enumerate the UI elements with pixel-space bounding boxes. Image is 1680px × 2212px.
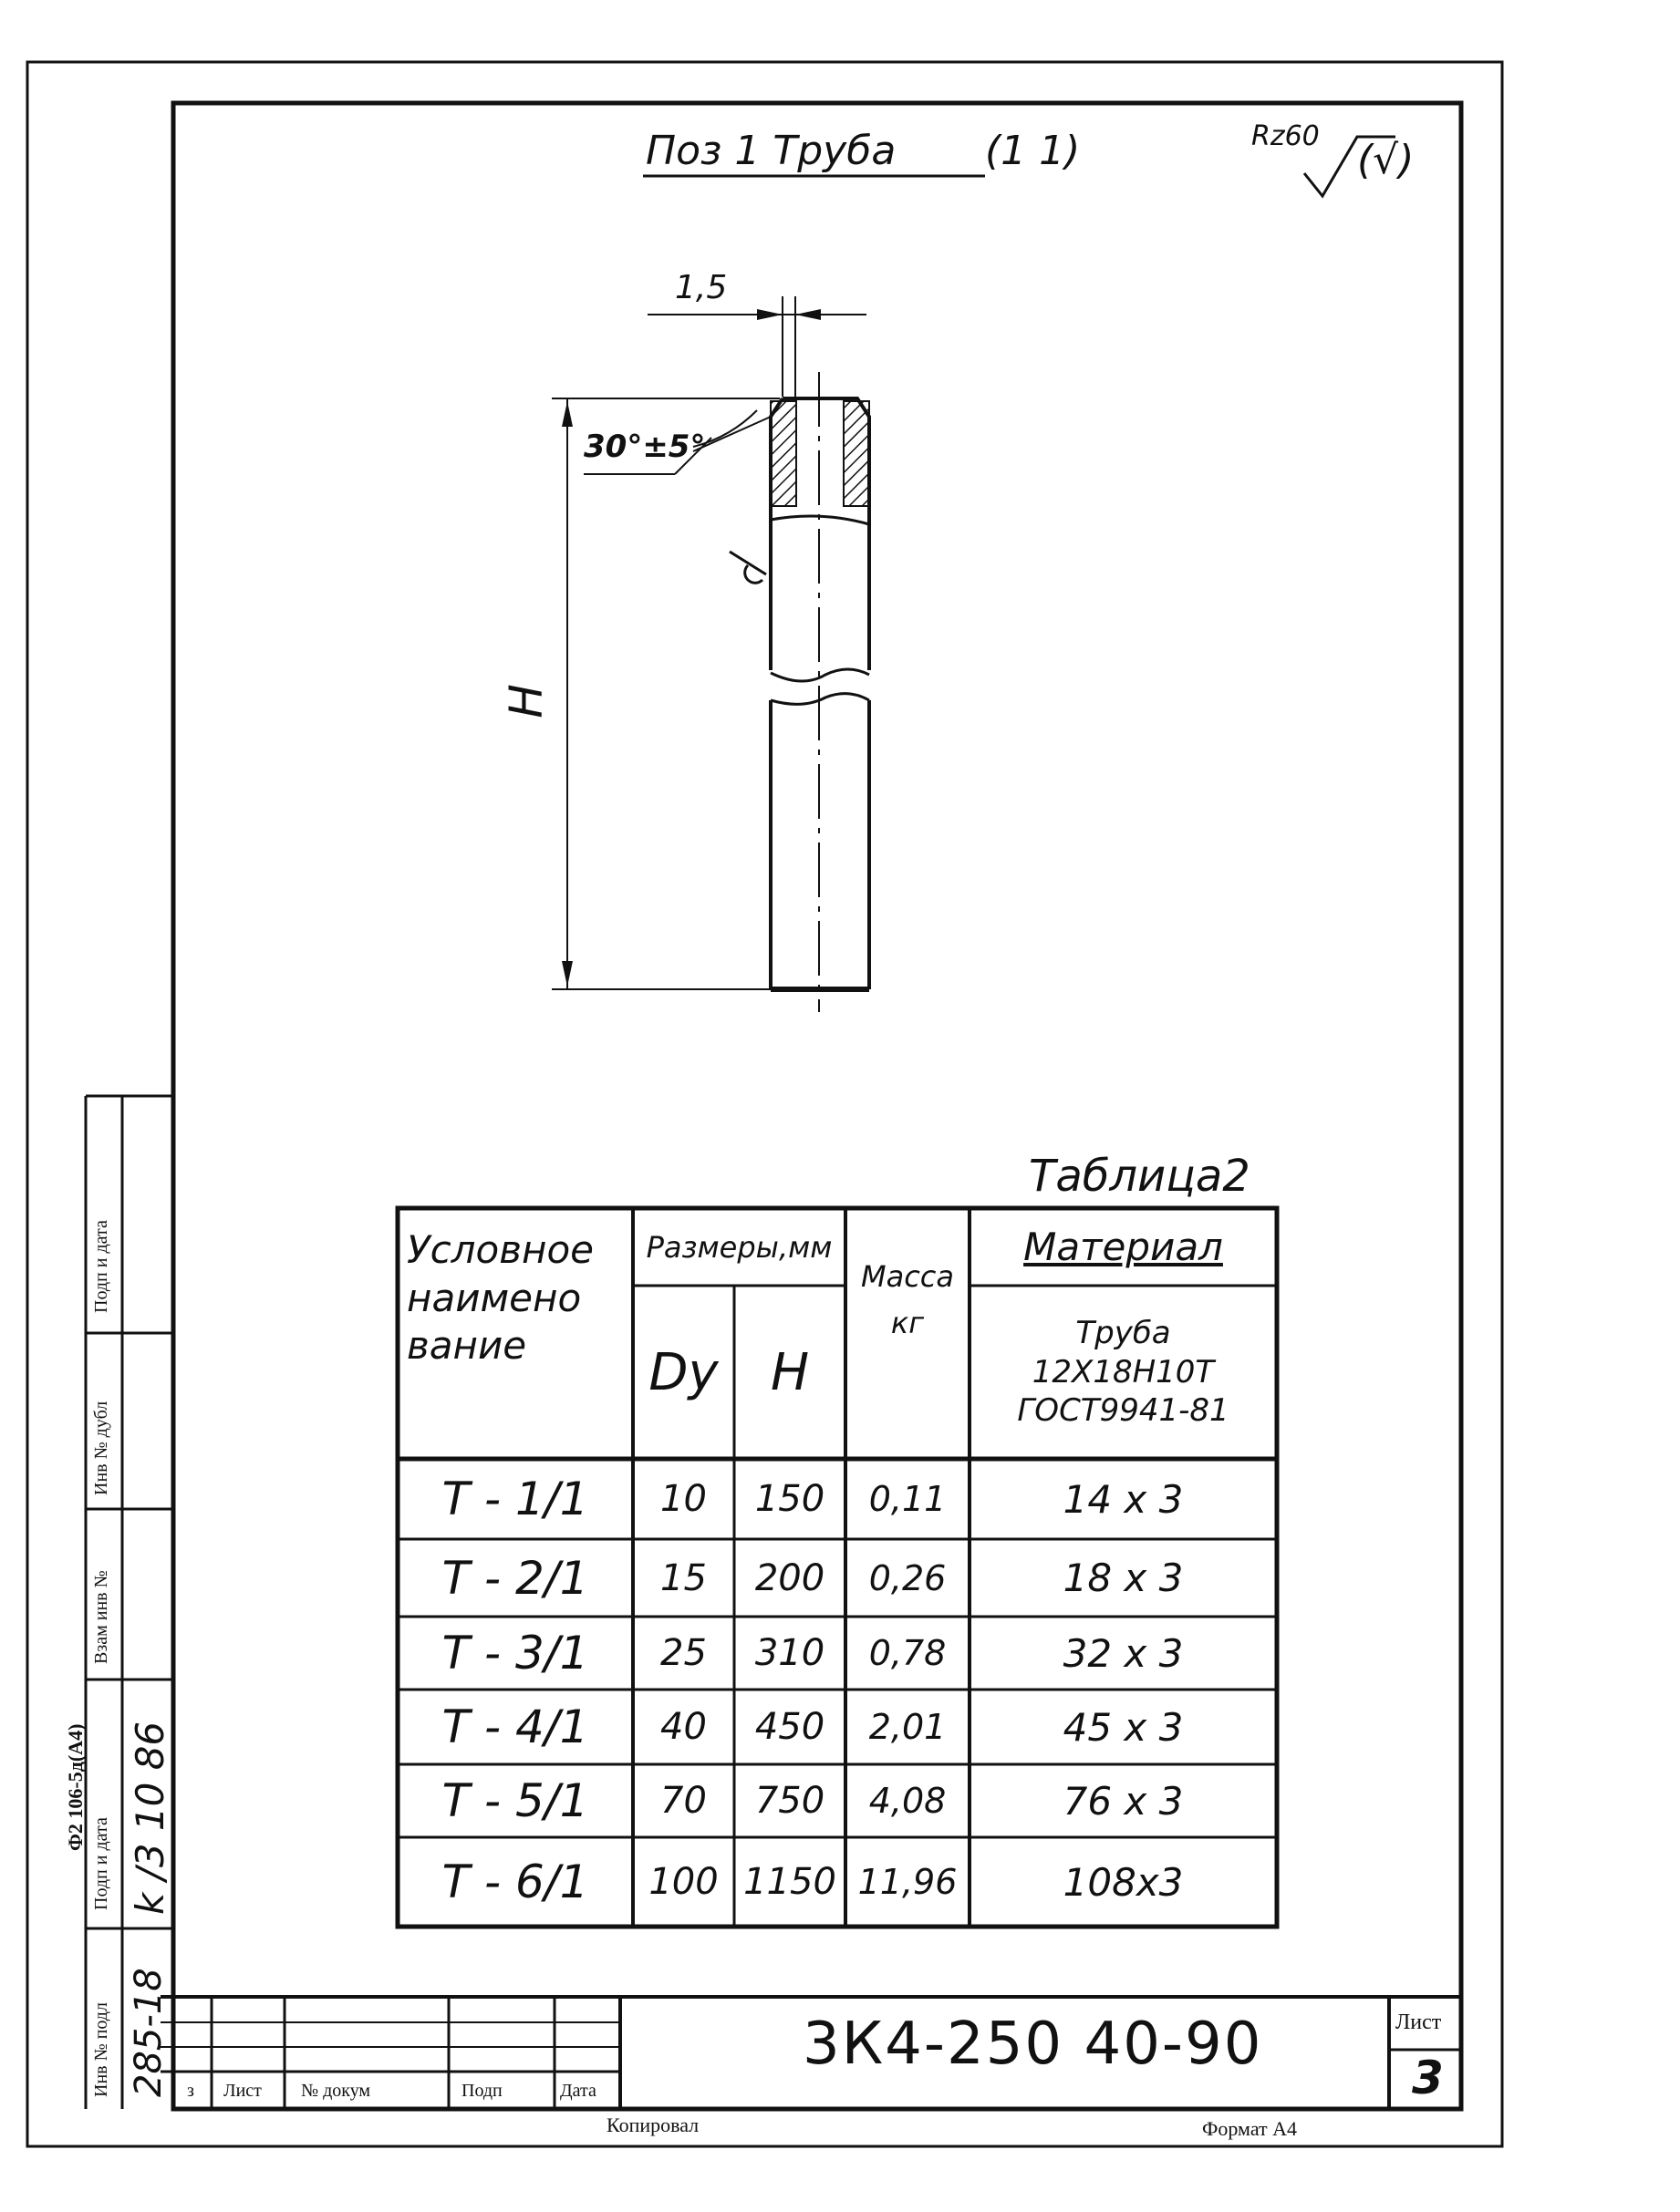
header-material-spec — [970, 1286, 1277, 1459]
handwritten-inv-number: 285-18 — [128, 1968, 170, 2097]
table-row-name: Т - 3/1 — [441, 1627, 589, 1680]
col-doc: № докум — [301, 2081, 371, 2101]
part-title-suffix: (1 1) — [985, 128, 1081, 174]
table-row-name: Т - 5/1 — [441, 1774, 589, 1827]
table-row-dy: 10 — [660, 1478, 707, 1520]
copied-label: Копировал — [607, 2114, 700, 2136]
table-row-dy: 40 — [660, 1706, 707, 1748]
table-row-dy: 25 — [660, 1632, 707, 1674]
header-sizes-text: Размеры,мм — [646, 1229, 833, 1265]
header-name — [398, 1208, 633, 1459]
table-row-h: 200 — [754, 1556, 825, 1599]
table-row-name: Т - 4/1 — [441, 1700, 589, 1753]
table-row-mass: 11,96 — [857, 1862, 958, 1902]
table-row-mass: 0,26 — [868, 1557, 947, 1598]
table-row-h: 150 — [754, 1478, 825, 1520]
label-sign-date: Подп и дата — [91, 1817, 111, 1910]
label-vzam: Взам инв № — [91, 1570, 111, 1664]
table-row-h: 450 — [754, 1706, 825, 1748]
wall-thickness-value: 1,5 — [675, 269, 728, 306]
table-row-name: Т - 2/1 — [441, 1551, 589, 1605]
table-row-h: 750 — [754, 1780, 825, 1822]
part-title: Поз 1 Труба — [646, 128, 897, 174]
header-material-spec-text: Труба 12Х18Н10Т ГОСТ9941-81 — [1017, 1315, 1229, 1430]
wall-thickness-dimension — [648, 296, 866, 397]
table-row-mass: 0,78 — [868, 1633, 947, 1673]
roughness-suffix: (√) — [1357, 137, 1415, 183]
header-sizes — [633, 1208, 845, 1286]
table-row-dy: 100 — [648, 1861, 719, 1903]
table-row-mass: 4,08 — [868, 1781, 947, 1821]
height-dimension — [552, 398, 780, 989]
table-row-name: Т - 6/1 — [441, 1855, 589, 1908]
table-caption: Таблица2 — [1029, 1151, 1250, 1202]
col-list: Лист — [223, 2081, 262, 2101]
table-row-dy: 70 — [660, 1780, 707, 1822]
label-inv-orig: Инв № подл — [91, 2002, 111, 2097]
table-row-material: 45 x 3 — [1063, 1704, 1184, 1750]
header-material-text: Материал — [1023, 1225, 1223, 1269]
header-mass — [845, 1208, 970, 1459]
header-h-text: H — [770, 1342, 810, 1402]
header-dy — [633, 1286, 734, 1459]
bevel-angle-value: 30°±5° — [584, 429, 706, 465]
table-row-material: 108x3 — [1063, 1859, 1184, 1905]
sheet-number: 3 — [1412, 2052, 1444, 2104]
label-sign-date-top: Подп и дата — [91, 1220, 111, 1313]
col-izm: з — [187, 2081, 194, 2101]
format-label: Формат А4 — [1202, 2117, 1298, 2140]
col-sign: Подп — [461, 2081, 503, 2101]
form-code: Ф2 106-5д(А4) — [64, 1723, 87, 1851]
header-dy-text: Dy — [648, 1342, 719, 1402]
table-row-mass: 2,01 — [868, 1707, 947, 1747]
header-name-text: Условное наимено вание — [407, 1227, 594, 1368]
header-material — [970, 1208, 1277, 1286]
table-row-material: 32 x 3 — [1063, 1630, 1184, 1676]
sheet-label: Лист — [1395, 2010, 1442, 2034]
table-row-material: 14 x 3 — [1063, 1476, 1184, 1522]
document-number: 3К4-250 40-90 — [803, 2010, 1263, 2078]
table-row-material: 76 x 3 — [1063, 1778, 1184, 1824]
table-row-name: Т - 1/1 — [441, 1473, 589, 1525]
table-row-material: 18 x 3 — [1063, 1556, 1184, 1600]
table-row-h: 1150 — [743, 1861, 836, 1903]
header-mass-text: Масса кг — [860, 1259, 954, 1341]
table-row-mass: 0,11 — [868, 1479, 947, 1519]
header-h — [734, 1286, 845, 1459]
handwritten-date: k /3 10 86 — [128, 1721, 172, 1915]
col-date: Дата — [560, 2081, 596, 2101]
height-value: H — [499, 684, 553, 718]
roughness-label: Rz60 — [1251, 120, 1320, 152]
weld-symbol — [730, 552, 766, 583]
table-row-h: 310 — [754, 1632, 825, 1674]
table-row-dy: 15 — [660, 1556, 707, 1599]
label-inv-dup: Инв № дубл — [91, 1401, 111, 1495]
